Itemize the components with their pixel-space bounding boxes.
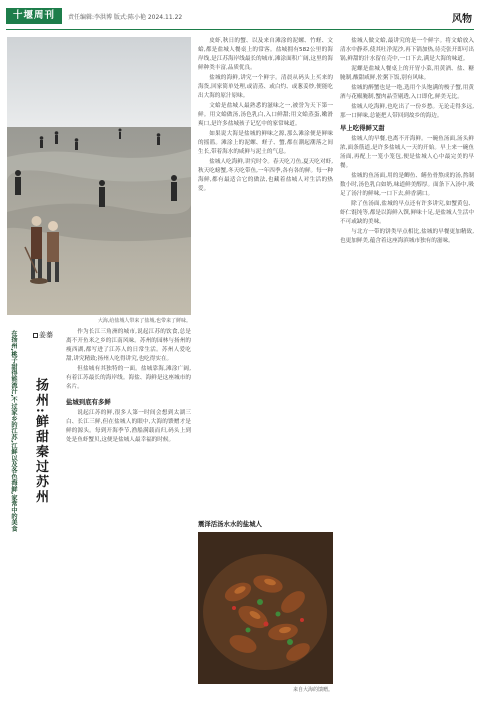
paragraph: 盐城的醉蟹也是一绝,选用个头饱满的梭子蟹,用黄酒与花椒腌制,蟹肉晶莹剔透,入口即化,鲜美无比。 bbox=[340, 85, 474, 100]
title-block bbox=[7, 328, 59, 700]
paragraph: 文蛤是盐城人最熟悉的滋味之一,被誉为天下第一鲜。用文蛤做汤,汤色乳白,入口鲜甜;用文蛤蒸蛋,嫩滑爽口,是许多盐城孩子记忆中的家常味道。 bbox=[198, 103, 333, 127]
photo-caption: 来自大海的馈赠。 bbox=[292, 687, 333, 693]
header-divider bbox=[6, 29, 474, 30]
article-column-2 bbox=[198, 37, 333, 515]
article-column-3 bbox=[340, 37, 474, 697]
paragraph: 盐城人的早餐,也离不开海鲜。一碗鱼汤面,汤头鲜浓,面条筋道,是许多盐城人一天的开始。早上来一碗鱼汤面,再配上一笼小笼包,便是盐城人心中最完美的早餐。 bbox=[340, 136, 474, 169]
paragraph: 与北方一带的饼类早点相比,盐城的早餐更加精致,也更加鲜美,蕴含着这座海滨城市独有的滋味。 bbox=[340, 229, 474, 244]
paragraph: 盐城人做文蛤,最讲究的是一个鲜字。将文蛤放入清水中静养,使其吐净泥沙,再下锅加热,待壳张开即可出锅,鲜甜的汁水留在壳中,一口下去,满是大海的味道。 bbox=[340, 38, 474, 62]
paragraph: 盐城的海鲜,讲究一个鲜字。清晨从码头上买来的海货,回家简单处理,或清蒸、或白灼、或葱姜炒,便能吃出大海的原汁原味。 bbox=[198, 75, 333, 99]
byline bbox=[33, 330, 53, 340]
subheading: 早上吃得鲜又甜 bbox=[340, 124, 385, 132]
article-column-1 bbox=[66, 328, 191, 700]
section-title: 风物 bbox=[452, 14, 472, 25]
photo-caption: 大海,给盐城人带来了盐城,也带来了鲜味。 bbox=[97, 318, 191, 324]
paragraph: 如果说大海是盐城的鲜味之源,那么滩涂便是鲜味的摇篮。滩涂上的泥螺、蛏子、蟹,都在潮起潮落之间生长,带着海水的咸鲜与泥土的气息。 bbox=[198, 131, 333, 155]
page-header bbox=[0, 0, 480, 32]
standfirst: 在扬州,桃子甜得能流汁,不过家乡的江苏,江鲜以及各色海鲜,家常中的美食 bbox=[10, 330, 17, 532]
paragraph: 皮虾,秋日的蟹、以及来自滩涂的泥螺、竹蛏、文蛤,都是盐城人餐桌上的常客。盐城拥有582公里的海岸线,是江苏海岸线最长的城市,滩涂面积广阔,这里的海鲜种类丰富,品质优良。 bbox=[198, 38, 333, 71]
headline: 扬州:鲜甜秦过苏州 bbox=[33, 378, 48, 505]
beach-photo bbox=[7, 37, 191, 315]
author-marker bbox=[33, 333, 38, 338]
editor-credits: 责任编辑:李洪博 版式:陈小艳 2024.11.22 bbox=[68, 14, 183, 21]
paragraph: 除了鱼汤面,盐城的早点还有许多讲究,如蟹黄包、虾仁馄饨等,都是以海鲜入馔,鲜味十足,是盐城人生活中不可或缺的美味。 bbox=[340, 201, 474, 225]
subheading: 震泽活汤水水的盐城人 bbox=[198, 520, 262, 528]
paragraph: 但盐城有其独特的一面。盐城靠海,滩涂广阔,有着江苏最长的海岸线。海盐、海鲜是这座城市的名片。 bbox=[66, 366, 191, 390]
subheading: 盐城到底有多鲜 bbox=[66, 398, 111, 406]
masthead: 十堰周刊 bbox=[6, 8, 62, 24]
beach-photo-illustration bbox=[7, 37, 191, 315]
paragraph: 作为长江三角洲的城市,说起江苏的饮食,总是离不开鱼米之乡的江南风味。苏州的园林与扬州的瘦西湖,都写进了江苏人的日常生活。苏州人爱吃甜,讲究精致;扬州人吃得讲究,也吃得实在。 bbox=[66, 329, 191, 362]
paragraph: 盐城人吃海鲜,也吃出了一份乡愁。无论走得多远,那一口鲜味,总能把人带回到故乡的海边。 bbox=[340, 104, 474, 119]
article-column-2-lower bbox=[198, 517, 333, 531]
paragraph: 盐城的鱼汤面,用的是鲫鱼、鳝鱼骨熬成的汤,熬制数小时,汤色乳白如奶,味道鲜美醇厚。面条下入汤中,吸足了汤汁的鲜味,一口下去,鲜香满口。 bbox=[340, 173, 474, 197]
seafood-photo bbox=[198, 532, 333, 684]
paragraph: 说起江苏的鲜,很多人第一时间会想到太湖三白、长江三鲜,但在盐城人的眼中,大海的馈赠才是鲜的源头。每到开海季节,渔船满载而归,码头上到处是鱼虾蟹贝,这便是盐城人最幸福的时候。 bbox=[66, 410, 191, 443]
author-name: 姜蓁 bbox=[39, 331, 53, 339]
paragraph: 泥螺是盐城人餐桌上的开胃小菜,用黄酒、盐、糖腌制,酸甜咸鲜,佐粥下饭,别有风味。 bbox=[340, 66, 474, 81]
seafood-photo-illustration bbox=[198, 532, 333, 684]
paragraph: 盐城人吃海鲜,讲究时令。春天吃刀鱼,夏天吃对虾,秋天吃螃蟹,冬天吃带鱼,一年四季,各有各的鲜。每一种海鲜,都有最适合它的做法,也藏着盐城人对生活的热爱。 bbox=[198, 159, 333, 192]
